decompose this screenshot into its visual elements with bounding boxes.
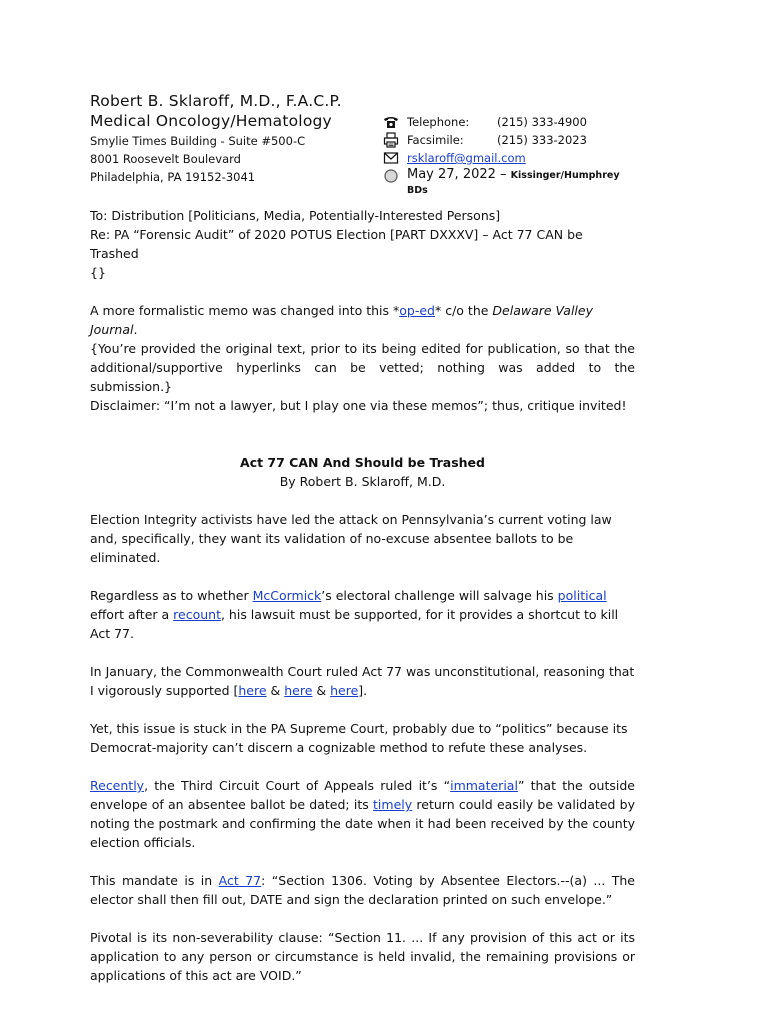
address-line-2: 8001 Roosevelt Boulevard <box>90 152 241 166</box>
contact-block <box>383 114 643 196</box>
recount-link[interactable]: recount <box>173 607 221 622</box>
date-text: May 27, 2022 – <box>407 167 507 182</box>
article-byline: By Robert B. Sklaroff, M.D. <box>279 474 446 489</box>
envelope-icon <box>383 150 399 166</box>
fax-number: (215) 333-2023 <box>497 133 587 147</box>
address-line-1: Smylie Times Building - Suite #500-C <box>90 134 306 148</box>
paragraph-text: ’s electoral challenge will salvage his <box>321 588 558 603</box>
paragraph-text: Regardless as to whether <box>90 588 253 603</box>
email-row <box>383 150 643 168</box>
here-link-3[interactable]: here <box>330 683 359 698</box>
date-note: Kissinger/Humphrey BDs <box>407 170 620 196</box>
telephone-row <box>383 114 643 132</box>
paragraph-text: ]. <box>358 683 368 698</box>
intro-text: A more formalistic memo was changed into this * <box>90 303 400 318</box>
memo-date <box>407 167 643 197</box>
article-paragraph-6 <box>90 871 635 909</box>
intro-line-1 <box>90 301 635 339</box>
mccormick-link[interactable]: McCormick <box>252 588 322 603</box>
author-name: Robert B. Sklaroff, M.D., F.A.C.P. <box>90 92 342 110</box>
author-specialty: Medical Oncology/Hematology <box>90 112 332 130</box>
paragraph-text: , the Third Circuit Court of Appeals ruled it’s “ <box>144 778 451 793</box>
circle-icon <box>383 168 399 184</box>
article-paragraph-3 <box>90 662 635 700</box>
act-77-link[interactable]: Act 77 <box>218 873 262 888</box>
paragraph-text: & <box>312 683 331 698</box>
political-link[interactable]: political <box>557 588 607 603</box>
address-line-3: Philadelphia, PA 19152-3041 <box>90 170 256 184</box>
intro-line-2: {You’re provided the original text, prior to its being edited for publication, so that the additional/supportive hyperlinks can be vetted; nothing was added to the submission.} <box>90 341 635 394</box>
here-link-1[interactable]: here <box>238 683 267 698</box>
memo-braces: {} <box>90 265 106 280</box>
fax-label: Facsimile: <box>407 133 464 147</box>
paragraph-text: : “Section 1306. Voting by Absentee Electors.--(a) ... The elector shall then fill out, DATE and sign the declaration printed on such envelope.” <box>90 873 635 907</box>
article-paragraph-7: Pivotal is its non-severability clause: “Section 11. ... If any provision of this act or its application to any person or circumstance is held invalid, the remaining provisions or applications of this act are VOID.” <box>90 930 635 983</box>
email-link[interactable]: rsklaroff@gmail.com <box>407 151 526 165</box>
intro-block <box>90 301 635 415</box>
article-paragraph-4: Yet, this issue is stuck in the PA Supreme Court, probably due to “politics” because its Democrat-majority can’t discern a cognizable method to refute these analyses. <box>90 721 628 755</box>
here-link-2[interactable]: here <box>284 683 313 698</box>
fax-row <box>383 132 643 150</box>
article-paragraph-2 <box>90 586 635 643</box>
memo-page <box>90 92 635 985</box>
intro-text: * c/o the <box>434 303 493 318</box>
article-title: Act 77 CAN And Should be Trashed <box>240 455 485 470</box>
intro-disclaimer: Disclaimer: “I’m not a lawyer, but I play one via these memos”; thus, critique invited! <box>90 398 627 413</box>
telephone-label: Telephone: <box>407 115 470 129</box>
memo-addressing <box>90 206 635 282</box>
immaterial-link[interactable]: immaterial <box>450 778 518 793</box>
paragraph-text: ” that the outside envelope of an absentee ballot be dated; its <box>90 778 635 812</box>
fax-icon <box>383 132 399 148</box>
timely-link[interactable]: timely <box>373 797 413 812</box>
op-ed-link[interactable]: op-ed <box>399 303 435 318</box>
paragraph-text: , his lawsuit must be supported, for it provides a shortcut to kill Act 77. <box>90 607 619 641</box>
recently-link[interactable]: Recently <box>90 778 145 793</box>
letterhead <box>90 92 635 196</box>
telephone-number: (215) 333-4900 <box>497 115 587 129</box>
memo-to: To: Distribution [Politicians, Media, Potentially-Interested Persons] <box>90 208 501 223</box>
paragraph-text: In January, the Commonwealth Court ruled Act 77 was unconstitutional, reasoning that I vigorously supported [ <box>90 664 635 698</box>
paragraph-text: effort after a <box>90 607 174 622</box>
paragraph-text: return could easily be validated by noting the postmark and confirming the date when it had been received by the county election officials. <box>90 797 635 850</box>
intro-text: . <box>133 322 138 337</box>
paragraph-text: & <box>266 683 285 698</box>
article-paragraph-1: Election Integrity activists have led the attack on Pennsylvania’s current voting law and, specifically, they want its validation of no-excuse absentee ballots to be eliminated. <box>90 512 612 565</box>
date-row <box>383 167 643 196</box>
memo-re: Re: PA “Forensic Audit” of 2020 POTUS Election [PART DXXXV] – Act 77 CAN be Trashed <box>90 227 583 261</box>
telephone-icon <box>383 114 399 130</box>
journal-name: Delaware Valley Journal <box>90 303 593 337</box>
article-paragraph-5 <box>90 776 635 852</box>
paragraph-text: This mandate is in <box>90 873 219 888</box>
